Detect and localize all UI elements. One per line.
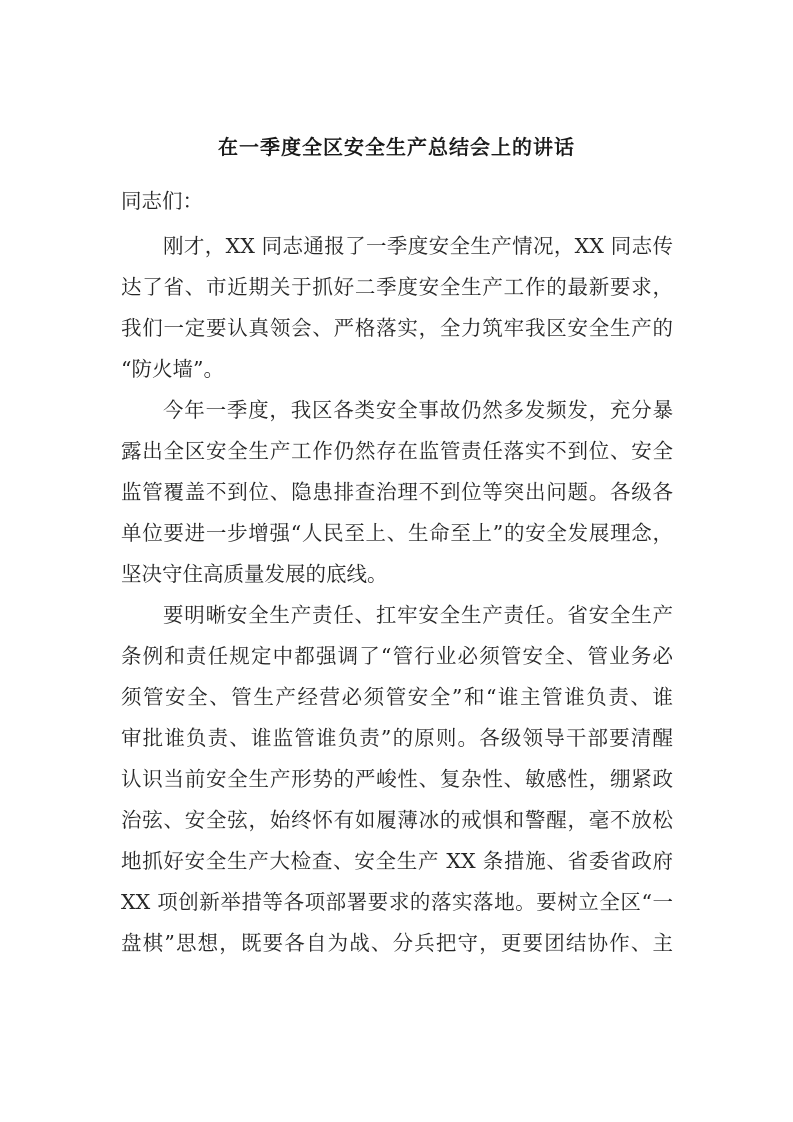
body-line: 露出全区安全生产工作仍然存在监管责任落实不到位、安全	[121, 439, 673, 463]
body-line: 须管安全、管生产经营必须管安全”和“谁主管谁负责、谁	[121, 685, 673, 709]
body-line: 地抓好安全生产大检查、安全生产 XX 条措施、省委省政府	[121, 849, 673, 873]
body-line: 坚决守住高质量发展的底线。	[121, 562, 388, 586]
body-line: 我们一定要认真领会、严格落实，全力筑牢我区安全生产的	[121, 316, 673, 340]
body-line: 监管覆盖不到位、隐患排查治理不到位等突出问题。各级各	[121, 480, 673, 504]
body-line: 盘棋”思想，既要各自为战、分兵把守，更要团结协作、主	[121, 931, 673, 955]
body-line: 今年一季度，我区各类安全事故仍然多发频发，充分暴	[163, 398, 673, 422]
body-line: 达了省、市近期关于抓好二季度安全生产工作的最新要求，	[121, 275, 673, 299]
body-line: XX 项创新举措等各项部署要求的落实落地。要树立全区“一	[121, 890, 673, 914]
body-line: 审批谁负责、谁监管谁负责”的原则。各级领导干部要清醒	[121, 726, 673, 750]
body-line: “防火墙”。	[121, 357, 224, 381]
body-line: 单位要进一步增强“人民至上、生命至上”的安全发展理念，	[121, 521, 673, 545]
body-line: 刚才，XX 同志通报了一季度安全生产情况，XX 同志传	[163, 234, 673, 258]
salutation: 同志们：	[121, 189, 203, 213]
body-line: 治弦、安全弦，始终怀有如履薄冰的戒惧和警醒，毫不放松	[121, 808, 673, 832]
body-line: 条例和责任规定中都强调了“管行业必须管安全、管业务必	[121, 644, 673, 668]
document-title: 在一季度全区安全生产总结会上的讲话	[218, 135, 575, 159]
body-line: 要明晰安全生产责任、扛牢安全生产责任。省安全生产	[163, 603, 673, 627]
body-line: 认识当前安全生产形势的严峻性、复杂性、敏感性，绷紧政	[121, 767, 673, 791]
